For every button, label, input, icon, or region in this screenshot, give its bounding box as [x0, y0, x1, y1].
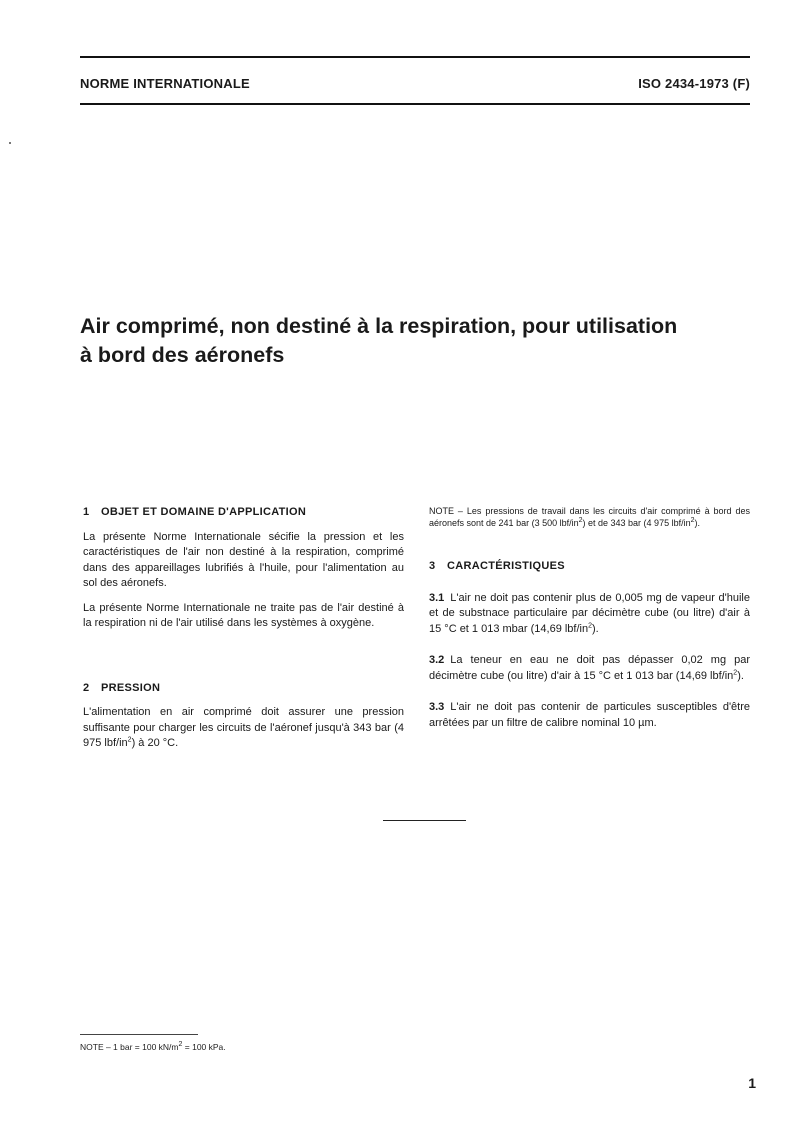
footnote-rule [80, 1034, 198, 1035]
pressure-note: NOTE – Les pressions de travail dans les circuits d'air comprimé à bord des aéronefs sont de 241 bar (3 500 lbf/$in^2$) et de 343 bar (4 975 lbf/$in^2$). [429, 506, 750, 528]
clause-3-1: 3.1 L'air ne doit pas contenir plus de 0,005 mg de vapeur d'huile et de substnace particulaire par décimètre cube (ou litre) d'air à 15 °C et 1 013 mbar (14,69 lbf/$in^2$). [429, 591, 750, 635]
section-2-title: PRESSION [101, 681, 161, 694]
section-2-number: 2 [83, 681, 90, 694]
section-1-paragraph-2: La présente Norme Internationale ne traite pas de l'air destiné à la respiration ni de l'air utilisé dans les systèmes à oxygène. [83, 601, 404, 629]
clause-3-2: 3.2 La teneur en eau ne doit pas dépasser 0,02 mg par décimètre cube (ou litre) d'air à 15 °C et 1 013 bar (14,69 lbf/$in^2$). [429, 654, 750, 682]
section-2-heading [83, 681, 404, 697]
section-1-heading [83, 505, 404, 521]
clause-3-3: 3.3 L'air ne doit pas contenir de particules susceptibles d'être arrêtées par un filtre de calibre nominal 10 µm. [429, 701, 750, 729]
end-of-text-rule [383, 820, 466, 821]
section-3-number: 3 [429, 560, 436, 572]
header-right-label: ISO 2434-1973 (F) [638, 76, 750, 91]
page-number: 1 [748, 1075, 756, 1091]
margin-mark [9, 142, 11, 144]
left-column [83, 505, 404, 761]
footnote: NOTE – 1 bar = 100 $kN/m^2 = 100$ kPa. [80, 1041, 226, 1052]
section-1-title: OBJET ET DOMAINE D'APPLICATION [101, 506, 307, 518]
section-2-paragraph: L'alimentation en air comprimé doit assurer une pression suffisante pour charger les circuits de l'aéronef jusqu'à 343 bar (4 975 lbf/$in^2$) à 20 °C. [83, 706, 404, 749]
title-line-2: à bord des aéronefs [80, 343, 285, 367]
document-title [80, 312, 750, 370]
header-left-label: NORME INTERNATIONALE [80, 76, 250, 91]
header-bottom-rule [80, 103, 750, 105]
section-1-paragraph-1: La présente Norme Internationale sécifie la pression et les caractéristiques de l'air non destiné à la respiration, comprimé dans des appareillages lubrifiés à l'huile, pour l'alimentation au sol des aéronefs. [83, 530, 404, 589]
header-top-rule [80, 56, 750, 58]
section-1-number: 1 [83, 506, 90, 518]
right-column [429, 505, 750, 740]
section-3-title: CARACTÉRISTIQUES [447, 560, 565, 572]
section-3-heading [429, 559, 750, 575]
title-line-1: Air comprimé, non destiné à la respiration, pour utilisation [80, 314, 678, 338]
